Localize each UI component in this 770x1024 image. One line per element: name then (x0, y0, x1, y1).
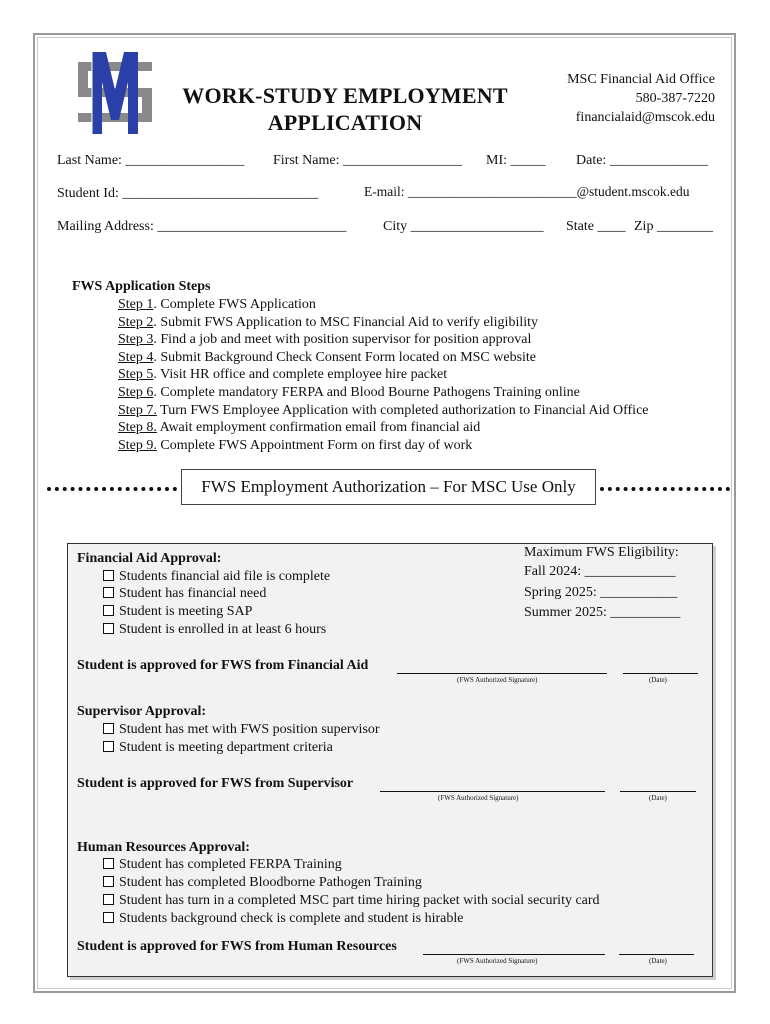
step-item (118, 385, 580, 401)
hr-date-caption: (Date) (649, 957, 667, 965)
sup-date-caption: (Date) (649, 794, 667, 802)
fa-check-2-label: Student has financial need (119, 586, 267, 601)
checkbox[interactable] (103, 858, 114, 869)
fa-check-4[interactable] (103, 622, 326, 638)
step-text: Turn FWS Employee Application with completed authorization to Financial Aid Office (156, 402, 649, 418)
step-label: Step 2 (118, 314, 154, 330)
step-label: Step 7. (118, 402, 157, 418)
msc-logo (76, 50, 154, 136)
step-item (118, 332, 531, 348)
sup-check-2[interactable] (103, 740, 333, 756)
step-label: Step 8. (118, 420, 157, 436)
form-title (150, 82, 540, 136)
checkbox[interactable] (103, 741, 114, 752)
step-label: Step 9. (118, 437, 157, 453)
eligibility-summer[interactable]: Summer 2025: __________ (524, 605, 681, 620)
office-email: financialaid@mscok.edu (575, 110, 715, 125)
step-item (118, 403, 649, 419)
mailing-address-field[interactable]: Mailing Address: ___________________________ (57, 219, 347, 234)
step-text: Complete FWS Appointment Form on first day of work (156, 437, 473, 453)
step-separator: . (153, 349, 157, 365)
student-id-field[interactable]: Student Id: ____________________________ (57, 186, 319, 201)
sup-check-2-label: Student is meeting department criteria (119, 740, 333, 755)
eligibility-spring[interactable]: Spring 2025: ___________ (524, 585, 678, 600)
date-field[interactable]: Date: ______________ (576, 153, 708, 168)
checkbox[interactable] (103, 876, 114, 887)
step-item (118, 315, 538, 331)
hr-check-1-label: Student has completed FERPA Training (119, 857, 342, 872)
dotted-divider-left (47, 487, 177, 491)
fa-check-1[interactable] (103, 569, 330, 585)
step-item (118, 350, 536, 366)
hr-signature-caption: (FWS Authorized Signature) (457, 957, 538, 965)
step-label: Step 3 (118, 332, 154, 348)
fa-check-2[interactable] (103, 586, 266, 602)
checkbox[interactable] (103, 587, 114, 598)
hr-check-3[interactable] (103, 893, 600, 909)
eligibility-fall[interactable]: Fall 2024: _____________ (524, 564, 676, 579)
hr-signature-line[interactable] (423, 954, 605, 955)
step-item (118, 438, 472, 454)
step-separator: . (153, 332, 157, 348)
sup-signature-caption: (FWS Authorized Signature) (438, 794, 519, 802)
checkbox[interactable] (103, 623, 114, 634)
step-separator: . (153, 297, 157, 312)
checkbox[interactable] (103, 894, 114, 905)
step-text: Submit FWS Application to MSC Financial Aid to verify eligibility (156, 314, 539, 330)
last-name-field[interactable]: Last Name: _________________ (57, 153, 245, 168)
fa-check-3-label: Student is meeting SAP (119, 604, 253, 619)
hr-approval-title: Human Resources Approval: (77, 840, 250, 855)
first-name-field[interactable]: First Name: _________________ (273, 153, 462, 168)
office-name: MSC Financial Aid Office (567, 72, 715, 87)
sup-signature-line[interactable] (380, 791, 605, 792)
step-item (118, 420, 480, 436)
hr-check-4-label: Students background check is complete and student is hirable (119, 911, 464, 926)
city-field[interactable]: City ___________________ (383, 219, 544, 234)
fa-signature-caption: (FWS Authorized Signature) (457, 676, 538, 684)
dotted-divider-right (600, 487, 730, 491)
step-text: Complete mandatory FERPA and Blood Bourne Pathogens Training online (156, 385, 580, 400)
financial-aid-approval-title: Financial Aid Approval: (77, 551, 222, 566)
step-item (118, 367, 447, 383)
eligibility-title: Maximum FWS Eligibility: (524, 545, 679, 560)
fa-signature-line[interactable] (397, 673, 607, 674)
step-text: Submit Background Check Consent Form located on MSC website (156, 349, 537, 365)
hr-date-line[interactable] (619, 954, 694, 955)
hr-approved-label: Student is approved for FWS from Human Resources (77, 939, 397, 954)
step-separator: . (153, 367, 157, 383)
step-text: Find a job and meet with position supervisor for position approval (156, 332, 532, 348)
hr-check-1[interactable] (103, 857, 342, 873)
fa-approved-label: Student is approved for FWS from Financial Aid (77, 658, 369, 673)
fa-check-4-label: Student is enrolled in at least 6 hours (119, 622, 327, 637)
fa-date-caption: (Date) (649, 676, 667, 684)
step-text: Await employment confirmation email from financial aid (156, 420, 481, 436)
hr-check-3-label: Student has turn in a completed MSC part time hiring packet with social security card (119, 893, 600, 908)
office-phone: 580-387-7220 (635, 91, 715, 106)
authorization-banner: FWS Employment Authorization – For MSC Use Only (181, 469, 596, 505)
step-text: Visit HR office and complete employee hire packet (156, 367, 448, 383)
fa-check-1-label: Students financial aid file is complete (119, 569, 331, 584)
checkbox[interactable] (103, 723, 114, 734)
steps-title: FWS Application Steps (72, 279, 211, 294)
hr-check-2-label: Student has completed Bloodborne Pathogen Training (119, 875, 422, 890)
state-field[interactable]: State ____ (566, 219, 626, 234)
hr-check-4[interactable] (103, 911, 463, 927)
zip-field[interactable]: Zip ________ (634, 219, 713, 234)
step-label: Step 6 (118, 385, 154, 400)
supervisor-approval-title: Supervisor Approval: (77, 704, 207, 719)
mi-field[interactable]: MI: _____ (486, 153, 546, 168)
hr-check-2[interactable] (103, 875, 422, 891)
form-title-line1: WORK-STUDY EMPLOYMENT (182, 83, 508, 108)
sup-date-line[interactable] (620, 791, 696, 792)
sup-check-1[interactable] (103, 722, 380, 738)
checkbox[interactable] (103, 605, 114, 616)
step-item (118, 297, 316, 313)
sup-check-1-label: Student has met with FWS position supervisor (119, 722, 380, 737)
checkbox[interactable] (103, 912, 114, 923)
form-title-line2: APPLICATION (267, 110, 423, 135)
step-label: Step 4 (118, 349, 154, 365)
checkbox[interactable] (103, 570, 114, 581)
email-field[interactable]: E-mail: _________________________@student.mscok.edu (364, 184, 690, 199)
fa-date-line[interactable] (623, 673, 698, 674)
step-label: Step 1 (118, 297, 154, 312)
sup-approved-label: Student is approved for FWS from Supervisor (77, 776, 354, 791)
step-separator: . (153, 385, 157, 400)
step-separator: . (153, 314, 157, 330)
step-text: Complete FWS Application (156, 297, 316, 312)
step-label: Step 5 (118, 367, 154, 383)
fa-check-3[interactable] (103, 604, 252, 620)
office-contact (567, 70, 715, 127)
